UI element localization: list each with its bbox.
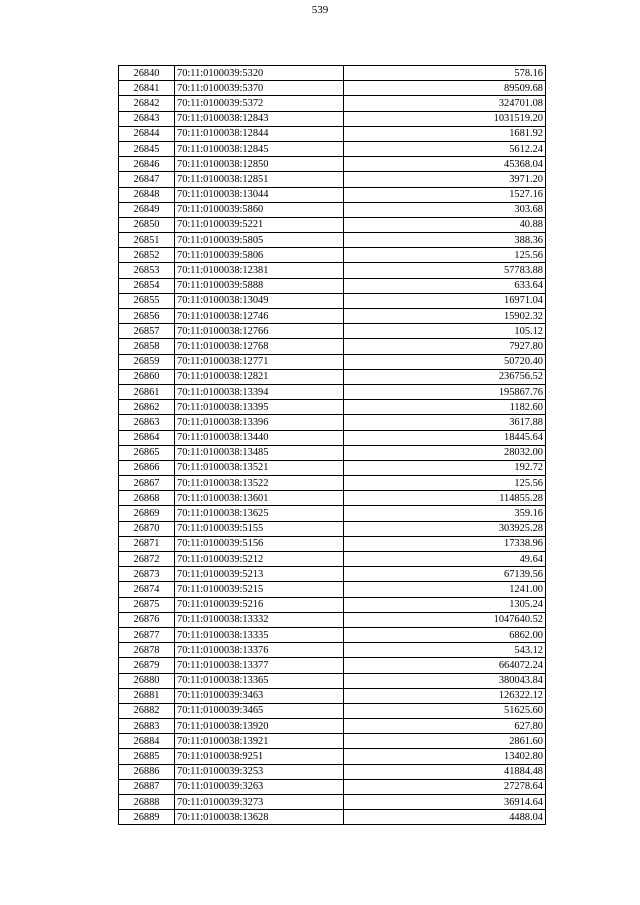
value-cell: 16971.04	[344, 293, 546, 308]
table-row	[119, 415, 546, 430]
row-number-cell: 26858	[119, 339, 175, 354]
row-number-cell: 26885	[119, 749, 175, 764]
value-cell: 1527.16	[344, 187, 546, 202]
value-cell: 3971.20	[344, 172, 546, 187]
cadastral-number-cell: 70:11:0100038:12844	[175, 126, 344, 141]
row-number-cell: 26849	[119, 202, 175, 217]
cadastral-number-cell: 70:11:0100038:13485	[175, 445, 344, 460]
table-row	[119, 141, 546, 156]
row-number-cell: 26855	[119, 293, 175, 308]
table-row	[119, 536, 546, 551]
value-cell: 50720.40	[344, 354, 546, 369]
value-cell: 27278.64	[344, 779, 546, 794]
table-row	[119, 703, 546, 718]
row-number-cell: 26862	[119, 400, 175, 415]
cadastral-number-cell: 70:11:0100038:12821	[175, 369, 344, 384]
table-row	[119, 369, 546, 384]
row-number-cell: 26850	[119, 217, 175, 232]
row-number-cell: 26887	[119, 779, 175, 794]
table-row	[119, 430, 546, 445]
table-row	[119, 643, 546, 658]
value-cell: 236756.52	[344, 369, 546, 384]
value-cell: 40.88	[344, 217, 546, 232]
row-number-cell: 26881	[119, 688, 175, 703]
value-cell: 6862.00	[344, 627, 546, 642]
cadastral-number-cell: 70:11:0100038:13044	[175, 187, 344, 202]
row-number-cell: 26841	[119, 81, 175, 96]
cadastral-number-cell: 70:11:0100039:5805	[175, 233, 344, 248]
value-cell: 633.64	[344, 278, 546, 293]
value-cell: 7927.80	[344, 339, 546, 354]
value-cell: 192.72	[344, 460, 546, 475]
cadastral-number-cell: 70:11:0100039:5212	[175, 552, 344, 567]
table-row	[119, 324, 546, 339]
value-cell: 1681.92	[344, 126, 546, 141]
cadastral-number-cell: 70:11:0100038:13332	[175, 612, 344, 627]
cadastral-number-cell: 70:11:0100039:5213	[175, 567, 344, 582]
value-cell: 51625.60	[344, 703, 546, 718]
value-cell: 105.12	[344, 324, 546, 339]
cadastral-number-cell: 70:11:0100038:13394	[175, 384, 344, 399]
row-number-cell: 26869	[119, 506, 175, 521]
table-row	[119, 309, 546, 324]
table-row	[119, 673, 546, 688]
value-cell: 380043.84	[344, 673, 546, 688]
row-number-cell: 26842	[119, 96, 175, 111]
table-row	[119, 779, 546, 794]
table-row	[119, 96, 546, 111]
value-cell: 303.68	[344, 202, 546, 217]
cadastral-number-cell: 70:11:0100038:13335	[175, 627, 344, 642]
row-number-cell: 26865	[119, 445, 175, 460]
row-number-cell: 26853	[119, 263, 175, 278]
value-cell: 1241.00	[344, 582, 546, 597]
value-cell: 28032.00	[344, 445, 546, 460]
value-cell: 57783.88	[344, 263, 546, 278]
row-number-cell: 26852	[119, 248, 175, 263]
row-number-cell: 26851	[119, 233, 175, 248]
value-cell: 18445.64	[344, 430, 546, 445]
cadastral-number-cell: 70:11:0100039:5156	[175, 536, 344, 551]
value-cell: 125.56	[344, 476, 546, 491]
cadastral-number-cell: 70:11:0100038:12746	[175, 309, 344, 324]
table-row	[119, 719, 546, 734]
cadastral-number-cell: 70:11:0100038:13395	[175, 400, 344, 415]
table-row	[119, 217, 546, 232]
cadastral-number-cell: 70:11:0100039:5888	[175, 278, 344, 293]
row-number-cell: 26868	[119, 491, 175, 506]
row-number-cell: 26844	[119, 126, 175, 141]
cadastral-number-cell: 70:11:0100038:13377	[175, 658, 344, 673]
row-number-cell: 26867	[119, 476, 175, 491]
row-number-cell: 26848	[119, 187, 175, 202]
value-cell: 17338.96	[344, 536, 546, 551]
cadastral-number-cell: 70:11:0100039:3253	[175, 764, 344, 779]
table-row	[119, 476, 546, 491]
row-number-cell: 26843	[119, 111, 175, 126]
cadastral-number-cell: 70:11:0100039:5320	[175, 66, 344, 81]
registry-table	[118, 65, 546, 825]
cadastral-number-cell: 70:11:0100038:13440	[175, 430, 344, 445]
table-row	[119, 658, 546, 673]
table-row	[119, 263, 546, 278]
row-number-cell: 26884	[119, 734, 175, 749]
value-cell: 5612.24	[344, 141, 546, 156]
table-row	[119, 627, 546, 642]
value-cell: 388.36	[344, 233, 546, 248]
row-number-cell: 26847	[119, 172, 175, 187]
row-number-cell: 26859	[119, 354, 175, 369]
value-cell: 1031519.20	[344, 111, 546, 126]
table-row	[119, 172, 546, 187]
cadastral-number-cell: 70:11:0100039:5216	[175, 597, 344, 612]
row-number-cell: 26860	[119, 369, 175, 384]
value-cell: 89509.68	[344, 81, 546, 96]
table-row	[119, 384, 546, 399]
value-cell: 125.56	[344, 248, 546, 263]
cadastral-number-cell: 70:11:0100038:13921	[175, 734, 344, 749]
cadastral-number-cell: 70:11:0100039:5155	[175, 521, 344, 536]
cadastral-number-cell: 70:11:0100038:13601	[175, 491, 344, 506]
cadastral-number-cell: 70:11:0100038:12843	[175, 111, 344, 126]
value-cell: 543.12	[344, 643, 546, 658]
table-row	[119, 81, 546, 96]
cadastral-number-cell: 70:11:0100038:12768	[175, 339, 344, 354]
row-number-cell: 26840	[119, 66, 175, 81]
row-number-cell: 26866	[119, 460, 175, 475]
cadastral-number-cell: 70:11:0100038:9251	[175, 749, 344, 764]
cadastral-number-cell: 70:11:0100038:13521	[175, 460, 344, 475]
cadastral-number-cell: 70:11:0100039:5370	[175, 81, 344, 96]
cadastral-number-cell: 70:11:0100038:12771	[175, 354, 344, 369]
table-row	[119, 445, 546, 460]
table-row	[119, 612, 546, 627]
cadastral-number-cell: 70:11:0100038:13522	[175, 476, 344, 491]
row-number-cell: 26870	[119, 521, 175, 536]
table-row	[119, 293, 546, 308]
cadastral-number-cell: 70:11:0100039:5860	[175, 202, 344, 217]
row-number-cell: 26864	[119, 430, 175, 445]
cadastral-number-cell: 70:11:0100039:5221	[175, 217, 344, 232]
cadastral-number-cell: 70:11:0100039:5372	[175, 96, 344, 111]
table-row	[119, 400, 546, 415]
cadastral-number-cell: 70:11:0100038:13365	[175, 673, 344, 688]
row-number-cell: 26861	[119, 384, 175, 399]
row-number-cell: 26856	[119, 309, 175, 324]
row-number-cell: 26854	[119, 278, 175, 293]
table-row	[119, 460, 546, 475]
value-cell: 126322.12	[344, 688, 546, 703]
row-number-cell: 26877	[119, 627, 175, 642]
row-number-cell: 26883	[119, 719, 175, 734]
table-row	[119, 354, 546, 369]
cadastral-number-cell: 70:11:0100038:12851	[175, 172, 344, 187]
cadastral-number-cell: 70:11:0100039:5215	[175, 582, 344, 597]
table-row	[119, 749, 546, 764]
table-row	[119, 764, 546, 779]
table-row	[119, 491, 546, 506]
cadastral-number-cell: 70:11:0100039:5806	[175, 248, 344, 263]
value-cell: 1305.24	[344, 597, 546, 612]
table-row	[119, 278, 546, 293]
value-cell: 45368.04	[344, 157, 546, 172]
registry-table-body	[119, 66, 546, 825]
cadastral-number-cell: 70:11:0100038:13376	[175, 643, 344, 658]
cadastral-number-cell: 70:11:0100038:12766	[175, 324, 344, 339]
cadastral-number-cell: 70:11:0100038:12845	[175, 141, 344, 156]
table-row	[119, 157, 546, 172]
value-cell: 195867.76	[344, 384, 546, 399]
row-number-cell: 26872	[119, 552, 175, 567]
value-cell: 2861.60	[344, 734, 546, 749]
row-number-cell: 26857	[119, 324, 175, 339]
table-row	[119, 552, 546, 567]
cadastral-number-cell: 70:11:0100038:13625	[175, 506, 344, 521]
value-cell: 4488.04	[344, 810, 546, 825]
value-cell: 15902.32	[344, 309, 546, 324]
table-row	[119, 187, 546, 202]
row-number-cell: 26886	[119, 764, 175, 779]
table-row	[119, 582, 546, 597]
cadastral-number-cell: 70:11:0100038:13396	[175, 415, 344, 430]
value-cell: 36914.64	[344, 795, 546, 810]
value-cell: 1047640.52	[344, 612, 546, 627]
table-row	[119, 810, 546, 825]
value-cell: 359.16	[344, 506, 546, 521]
row-number-cell: 26874	[119, 582, 175, 597]
cadastral-number-cell: 70:11:0100038:13920	[175, 719, 344, 734]
cadastral-number-cell: 70:11:0100039:3463	[175, 688, 344, 703]
value-cell: 41884.48	[344, 764, 546, 779]
row-number-cell: 26873	[119, 567, 175, 582]
cadastral-number-cell: 70:11:0100038:13628	[175, 810, 344, 825]
value-cell: 627.80	[344, 719, 546, 734]
row-number-cell: 26889	[119, 810, 175, 825]
table-row	[119, 734, 546, 749]
value-cell: 324701.08	[344, 96, 546, 111]
table-row	[119, 111, 546, 126]
row-number-cell: 26876	[119, 612, 175, 627]
value-cell: 114855.28	[344, 491, 546, 506]
cadastral-number-cell: 70:11:0100038:13049	[175, 293, 344, 308]
value-cell: 664072.24	[344, 658, 546, 673]
table-row	[119, 688, 546, 703]
table-row	[119, 202, 546, 217]
value-cell: 67139.56	[344, 567, 546, 582]
table-row	[119, 597, 546, 612]
cadastral-number-cell: 70:11:0100038:12850	[175, 157, 344, 172]
row-number-cell: 26888	[119, 795, 175, 810]
cadastral-number-cell: 70:11:0100039:3263	[175, 779, 344, 794]
table-row	[119, 126, 546, 141]
table-row	[119, 248, 546, 263]
table-row	[119, 339, 546, 354]
table-row	[119, 567, 546, 582]
row-number-cell: 26875	[119, 597, 175, 612]
table-row	[119, 233, 546, 248]
value-cell: 578.16	[344, 66, 546, 81]
table-row	[119, 506, 546, 521]
table-row	[119, 66, 546, 81]
value-cell: 13402.80	[344, 749, 546, 764]
value-cell: 303925.28	[344, 521, 546, 536]
cadastral-number-cell: 70:11:0100039:3273	[175, 795, 344, 810]
row-number-cell: 26882	[119, 703, 175, 718]
row-number-cell: 26846	[119, 157, 175, 172]
row-number-cell: 26863	[119, 415, 175, 430]
page-number: 539	[311, 4, 329, 16]
table-row	[119, 795, 546, 810]
cadastral-number-cell: 70:11:0100039:3465	[175, 703, 344, 718]
row-number-cell: 26879	[119, 658, 175, 673]
value-cell: 3617.88	[344, 415, 546, 430]
row-number-cell: 26871	[119, 536, 175, 551]
row-number-cell: 26878	[119, 643, 175, 658]
value-cell: 1182.60	[344, 400, 546, 415]
value-cell: 49.64	[344, 552, 546, 567]
row-number-cell: 26880	[119, 673, 175, 688]
table-row	[119, 521, 546, 536]
cadastral-number-cell: 70:11:0100038:12381	[175, 263, 344, 278]
row-number-cell: 26845	[119, 141, 175, 156]
